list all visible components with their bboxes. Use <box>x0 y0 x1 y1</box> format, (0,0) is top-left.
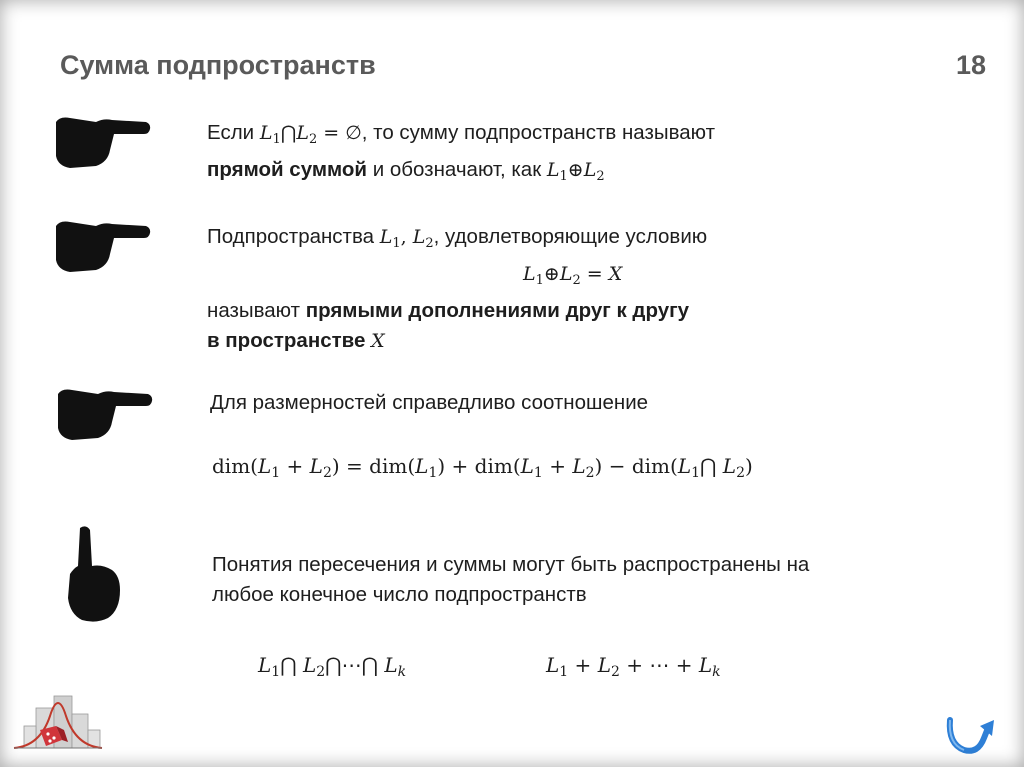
slide-title: Сумма подпространств <box>60 50 376 80</box>
pointing-hand-right-icon <box>52 216 152 274</box>
item-generalization: Понятия пересечения и суммы могут быть распространены на любое конечное число подпространств <box>212 553 810 606</box>
term-direct-sum: прямой суммой <box>207 158 368 181</box>
formula-intersection-k: $L_1⋂$ $L_2⋂\cdots⋂$ $L_k$ <box>258 653 407 680</box>
formula-direct-sum-equals-x: $L_1\oplus L_2 = X$ <box>523 263 623 288</box>
formula-sum-k: $L_1 + L_2$ + ⋯ + $L_k$ <box>546 653 721 680</box>
item-text: , то сумму подпространств называют <box>361 121 715 144</box>
return-arrow-icon[interactable] <box>944 714 996 758</box>
pointing-hand-up-icon <box>62 524 124 624</box>
page-number: 18 <box>955 50 986 80</box>
term-direct-complements: прямыми дополнениями друг к другу <box>305 299 690 322</box>
pointing-hand-right-icon <box>52 112 152 170</box>
item-dimension-relation: Для размерностей справедливо соотношение <box>210 391 649 414</box>
item-direct-sum: Если $L_1⋂L_2$ = ∅, то сумму подпространств называют прямой суммой и обозначают, как $L_1\oplus L_2$ <box>207 121 715 184</box>
logo-icon <box>10 686 106 756</box>
formula-dimension: $dim(L_1 + L_2) = dim(L_1) + dim(L_1 + L_2)$ − $dim(L_1⋂$ $L_2$) <box>212 454 753 481</box>
item-text: Если <box>207 121 260 144</box>
pointing-hand-right-icon <box>52 384 156 442</box>
item-direct-complements: Подпространства $L_1$, $L_2$, удовлетворяющие условию $L_1\oplus L_2 = X$ называют прямыми дополнениями друг к другу в пространстве X <box>207 222 907 356</box>
